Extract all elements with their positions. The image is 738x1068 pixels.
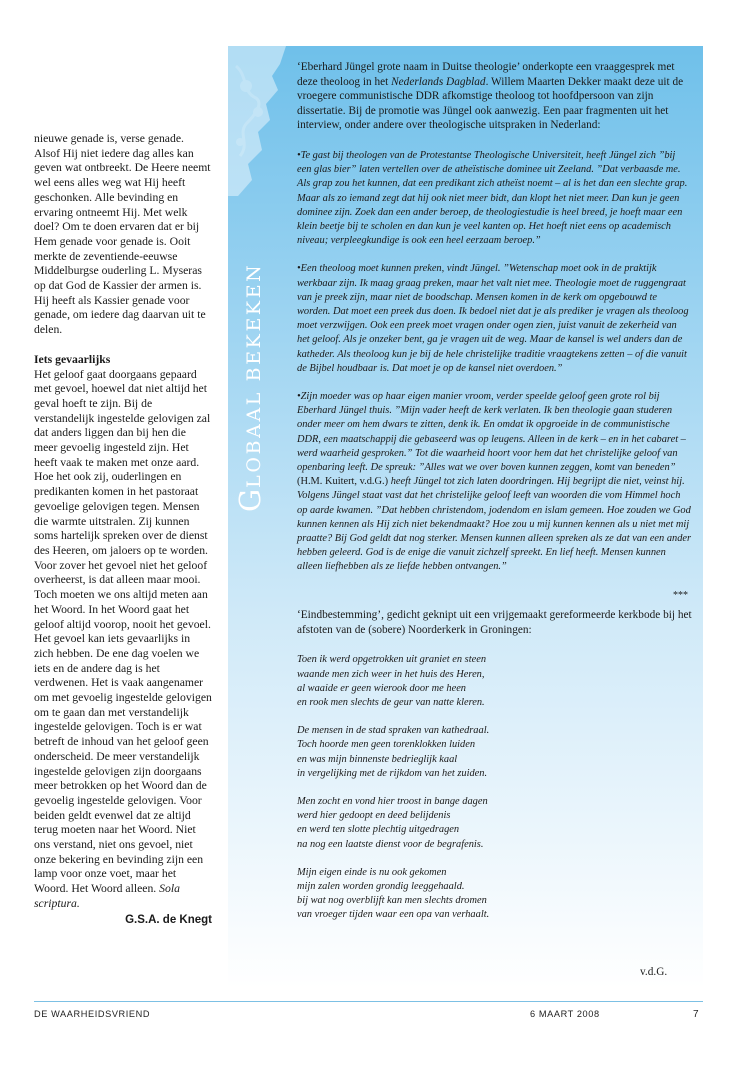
- sola-scriptura: Sola scriptura.: [34, 882, 180, 910]
- editor-initials: v.d.G.: [640, 966, 668, 978]
- newspaper-name: Nederlands Dagblad: [391, 75, 486, 88]
- intro-text-a: ‘Eberhard Jüngel grote naam in Duitse theologie’ onderkopte een vraaggesprek met deze theoloog in het: [297, 61, 675, 88]
- quote-2: •Een theoloog moet kunnen preken, vindt Jüngel. ”Wetenschap moet ook in de praktijk werkbaar zijn. Ik maag graag preken, maar het valt niet mee. Theologie moet de ruggengraat van je preek zijn, maar niet de boodschap. Mensen komen in de kerk om opgebouwd te worden. Dat moet een preek dus doen. Ik bedoel niet dat je als prediker je vragen als theoloog moet verzwijgen. Ook een preek moet vragen onder ogen zien, juist vanuit de zekerheid van het geloof. Als je onzeker bent, ga je vragen uit de weg. Maar de kansel is wel anders dan de katheder. Als theoloog kun je bij de hele christelijke traditie vraagtekens zetten – of die vanuit de Bijbel houdbaar is. Dat moet je op de kansel niet overdoen.”: [297, 263, 689, 374]
- left-column: [34, 132, 212, 927]
- poem-line: bij wat nog overblijft kan men slechts dromen: [297, 895, 487, 907]
- panel-title-rest: LOBAAL BEKEKEN: [243, 262, 265, 488]
- poem-stanza: [297, 653, 692, 710]
- author-signature: G.S.A. de Knegt: [125, 913, 212, 926]
- poem-line: De mensen in de stad spraken van kathedraal.: [297, 725, 490, 737]
- poem-line: Toch hoorde men geen torenklokken luiden: [297, 739, 476, 751]
- poem-line: Toen ik werd opgetrokken uit graniet en steen: [297, 654, 487, 666]
- quote-3-part-b: heeft Jüngel tot zich laten doordringen. Hij begrijpt die niet, veinst hij. Volgens Jüngel staat vast dat het christelijke geloof leeft van woorden die vom Himmel hoch op aarde kwamen. ”Dat hebben christendom, jodendom en islam gemeen. Hoe zouden we God kunnen kennen als Hij zich niet bekendmaakt? Hoe zou u mij kunnen kennen als u niet met mij praatte? Bij God geldt dat nog sterker. Mensen kunnen alleen spreken als ze dat van een ander hebben geleerd. God is de enige die vanuit zichzelf spreekt. En lief heeft. Mensen kunnen alleen liefhebben als ze liefde hebben ontvangen.”: [297, 476, 692, 573]
- poem-intro: ‘Eindbestemming’, gedicht geknipt uit een vrijgemaakt gereformeerde kerkbode bij het afstoten van de (sobere) Noorderkerk in Groningen:: [297, 609, 692, 636]
- panel-title-initial: G: [233, 487, 267, 512]
- poem-line: en rook men slechts de geur van natte kleren.: [297, 697, 485, 709]
- poem-line: Mijn eigen einde is nu ook gekomen: [297, 866, 447, 878]
- left-paragraph-2-text: Het geloof gaat doorgaans gepaard met gevoel, hoewel dat niet altijd het geval hoeft te zijn. Bij de verstandelijk ingestelde gelovigen zal dat anders liggen dan bij hen die meer gevoelig ingesteld zijn. Het heeft vaak te maken met onze aard. Hoe het ook zij, ouderlingen en predikanten komen in het pastoraat gevoelige gelovigen tegen. Mensen die warmte uitstralen. Zij kunnen soms hartelijk spreken over de dienst des Heeren, om jaloers op te worden. Voor zover het gevoel niet het geloof overheerst, is dat alleen maar mooi. Toch moeten we ons altijd meten aan het Woord. In het Woord gaat het geloof altijd voorop, nooit het gevoel. Het gevoel kan iets gevaarlijks in zich hebben. De ene dag voelen we iets en de andere dag is het verdwenen. Het is vaak aangenamer om met gevoelig ingestelde gelovigen om te gaan dan met verstandelijk ingestelde gelovigen. Toch is er wat betreft de inhoud van het geloof geen onderscheid. De meer verstandelijk ingestelde gelovigen zijn doorgaans meer betrokken op het Woord dan de gevoelig ingestelde gelovigen. Voor beiden geldt evenwel dat ze altijd terug moeten naar het Woord. Niet ons verstand, niet ons gevoel, niet onze bekering en bevinding zijn een lamp voor onze voet, maar het Woord. Het Woord alleen.: [34, 367, 212, 896]
- poem-line: Men zocht en vond hier troost in bange dagen: [297, 796, 488, 808]
- poem-line: werd hier gedoopt en deed belijdenis: [297, 810, 451, 822]
- footer-publication: DE WAARHEIDSVRIEND: [34, 1009, 151, 1019]
- section-heading: Iets gevaarlijks: [34, 352, 111, 366]
- footer-divider: [34, 1001, 703, 1002]
- left-paragraph-1: nieuwe genade is, verse genade. Alsof Hij niet iedere dag alles kan geven wat ontbreekt. De Heere neemt wel eens alles weg wat Hij heeft geschonken. Alle bevinding en ervaring ontneemt Hij. Met welk doel? Om te doen ervaren dat er bij Hem genade voor genade is. Ooit merkte de zeventiende-eeuwse Middelburgse ouderling L. Myseras op dat God de Kassier der armen is. Hij heeft als Kassier genade voor genade, om iedere dag daarvan uit te delen.: [34, 132, 211, 337]
- quote-3-citation: (H.M. Kuitert, v.d.G.): [297, 476, 389, 488]
- poem-line: en werd ten slotte plechtig uitgedragen: [297, 824, 460, 836]
- poem-line: en was mijn binnenste bedrieglijk kaal: [297, 753, 458, 765]
- left-paragraph-2: [34, 368, 212, 912]
- poem-line: waande men zich weer in het huis des Heren,: [297, 668, 485, 680]
- quote-3: [297, 390, 692, 575]
- footer-date: 6 MAART 2008: [530, 1009, 600, 1019]
- poem-line: van vroeger tijden waar een opa van verhaalt.: [297, 909, 490, 921]
- separator-stars: ***: [673, 589, 688, 601]
- poem-line: al waaide er geen wierook door me heen: [297, 682, 466, 694]
- poem-line: na nog een laatste dienst voor de begrafenis.: [297, 838, 484, 850]
- page-number: 7: [693, 1009, 699, 1020]
- intro-text-b: . Willem Maarten Dekker maakt deze uit de vroegere communistische DDR afkomstige theoloog tot hoofdpersoon van zijn dissertatie. Bij de promotie was Jüngel ook aanwezig. Een paar fragmenten uit het interview, onder andere over theologische uitspraken in Nederland:: [297, 75, 684, 132]
- poem-line: in vergelijking met de rijkdom van het zuiden.: [297, 767, 488, 779]
- panel-title: [230, 220, 270, 512]
- quote-1: •Te gast bij theologen van de Protestantse Theologische Universiteit, heeft Jüngel zich ”bij een glas bier” laten vertellen over de atheïstische dominee uit Zeeland. ”Dat verbaasde me. Als grap zou het kunnen, dat een predikant zich atheïst noemt – al is het dan een slechte grap. Maar als zo iemand zegt dat hij ook niet meer bidt, dan klopt het niet meer. Dan kun je geen dominee zijn. Zoek dan een ander beroep, de theologiestudie is heel breed, je hoeft maar een klein beetje bij te scholen en dan kun je veel kanten op. Het hoeft niet eens op academisch niveau; verpleegkundige is ook een heel eerzaam beroep.”: [297, 149, 688, 247]
- interview-intro: [297, 60, 692, 133]
- right-column: [297, 60, 692, 937]
- poem-line: mijn zalen worden grondig leeggehaald.: [297, 881, 465, 893]
- quote-3-part-a: •Zijn moeder was op haar eigen manier vroom, verder speelde geloof geen grote rol bij Eberhard Jüngel thuis. ”Mijn vader heeft de kerk verlaten. Ik ben theologie gaan studeren onder meer om hem dwars te zitten, denk ik. En omdat ik opgroeide in de communistische DDR, een maatschappij die gebaseerd was op leugens. Alleen in de kerk – en in het cabaret – werd waarheid gesproken.” Tot die waarheid hoort voor hem dat het christelijke geloof van openbaring leeft. De spreuk: ”Alles wat we over boven kunnen zeggen, komt van beneden”: [297, 391, 686, 474]
- poem: [297, 653, 692, 922]
- poem-stanza: [297, 795, 692, 852]
- poem-stanza: [297, 724, 692, 781]
- poem-stanza: [297, 866, 692, 923]
- world-map-decoration: [228, 46, 286, 196]
